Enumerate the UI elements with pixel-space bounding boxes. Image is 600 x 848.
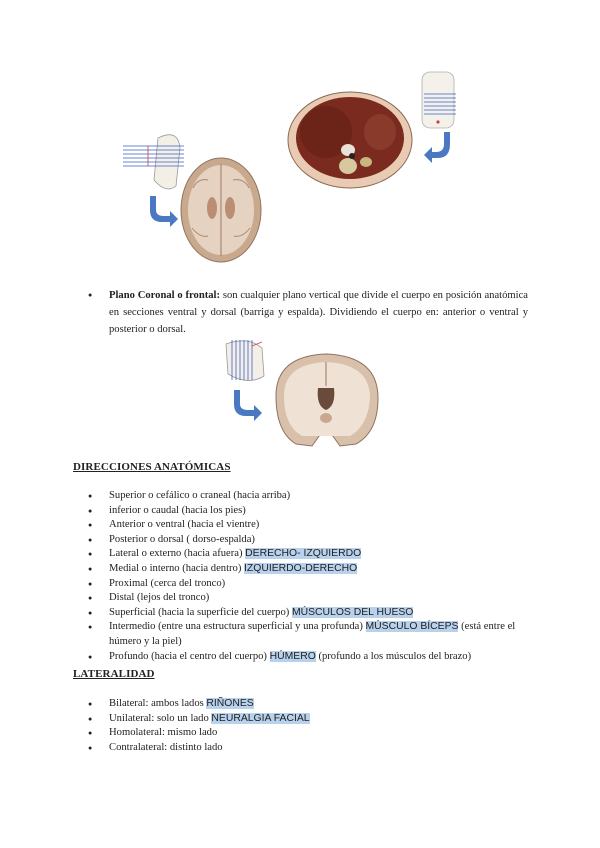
- head-plane-diagram: [123, 135, 184, 189]
- lateralidad-list: [73, 697, 533, 755]
- list-item: ● Superior o cefálico o craneal (hacia arriba): [73, 489, 533, 504]
- list-item: ● Superficial (hacia la superficie del cuerpo) MÚSCULOS DEL HUESO: [73, 606, 533, 621]
- list-item: ● Proximal (cerca del tronco): [73, 577, 533, 592]
- axial-brain-slice: [181, 158, 261, 262]
- direcciones-heading: DIRECCIONES ANATÓMICAS: [73, 461, 231, 473]
- list-item: ● Anterior o ventral (hacia el vientre): [73, 518, 533, 533]
- highlight: MÚSCULOS DEL HUESO: [291, 606, 414, 618]
- curved-arrow-icon: [234, 390, 262, 421]
- head-coronal-plane-diagram: [226, 340, 264, 381]
- list-item: ● Homolateral: mismo lado: [73, 726, 533, 741]
- list-item: ● Contralateral: distinto lado: [73, 741, 533, 756]
- coronal-brain-figure: [218, 336, 388, 458]
- highlight: HÚMERO: [269, 650, 316, 662]
- coronal-brain-slice: [276, 354, 378, 446]
- list-item: ● Distal (lejos del tronco): [73, 591, 533, 606]
- lateralidad-heading: LATERALIDAD: [73, 668, 155, 680]
- list-item: ● Unilateral: solo un lado NEURALGIA FACIAL: [73, 712, 533, 727]
- direcciones-list: [73, 489, 533, 664]
- list-item: ● inferior o caudal (hacia los pies): [73, 504, 533, 519]
- axial-brain-figure: [118, 68, 278, 268]
- curved-arrow-icon: [150, 196, 178, 227]
- highlight: IZQUIERDO-DERECHO: [244, 562, 358, 574]
- list-item: ● Bilateral: ambos lados RIÑONES: [73, 697, 533, 712]
- list-item: ● Posterior o dorsal ( dorso-espalda): [73, 533, 533, 548]
- plano-coronal-text: son cualquier plano vertical que divide el cuerpo en posición anatómica en secciones ventral y dorsal (barriga y espalda). Dividiendo el cuerpo en: anterior o ventral y posterior o dorsal.: [109, 290, 528, 335]
- highlight: RIÑONES: [206, 698, 254, 709]
- highlight: NEURALGIA FACIAL: [211, 712, 310, 724]
- highlight: DERECHO- IZQUIERDO: [245, 548, 362, 560]
- curved-arrow-icon: [424, 132, 450, 163]
- list-item: ● Intermedio (entre una estructura superficial y una profunda) MÚSCULO BÍCEPS (está entre el húmero y la piel): [73, 620, 533, 649]
- plano-coronal-term: Plano Coronal o frontal:: [109, 290, 221, 301]
- list-item: ● Profundo (hacia el centro del cuerpo) HÚMERO (profundo a los músculos del brazo): [73, 650, 533, 665]
- highlight: MÚSCULO BÍCEPS: [365, 621, 459, 633]
- abdomen-cross-section: [288, 92, 412, 188]
- list-item: ● Medial o interno (hacia dentro) IZQUIERDO-DERECHO: [73, 562, 533, 577]
- plano-coronal-paragraph: [73, 287, 528, 338]
- list-item: ● Lateral o externo (hacia afuera) DERECHO- IZQUIERDO: [73, 547, 533, 562]
- torso-plane-diagram: [422, 72, 456, 128]
- transverse-abdomen-figure: [286, 70, 486, 195]
